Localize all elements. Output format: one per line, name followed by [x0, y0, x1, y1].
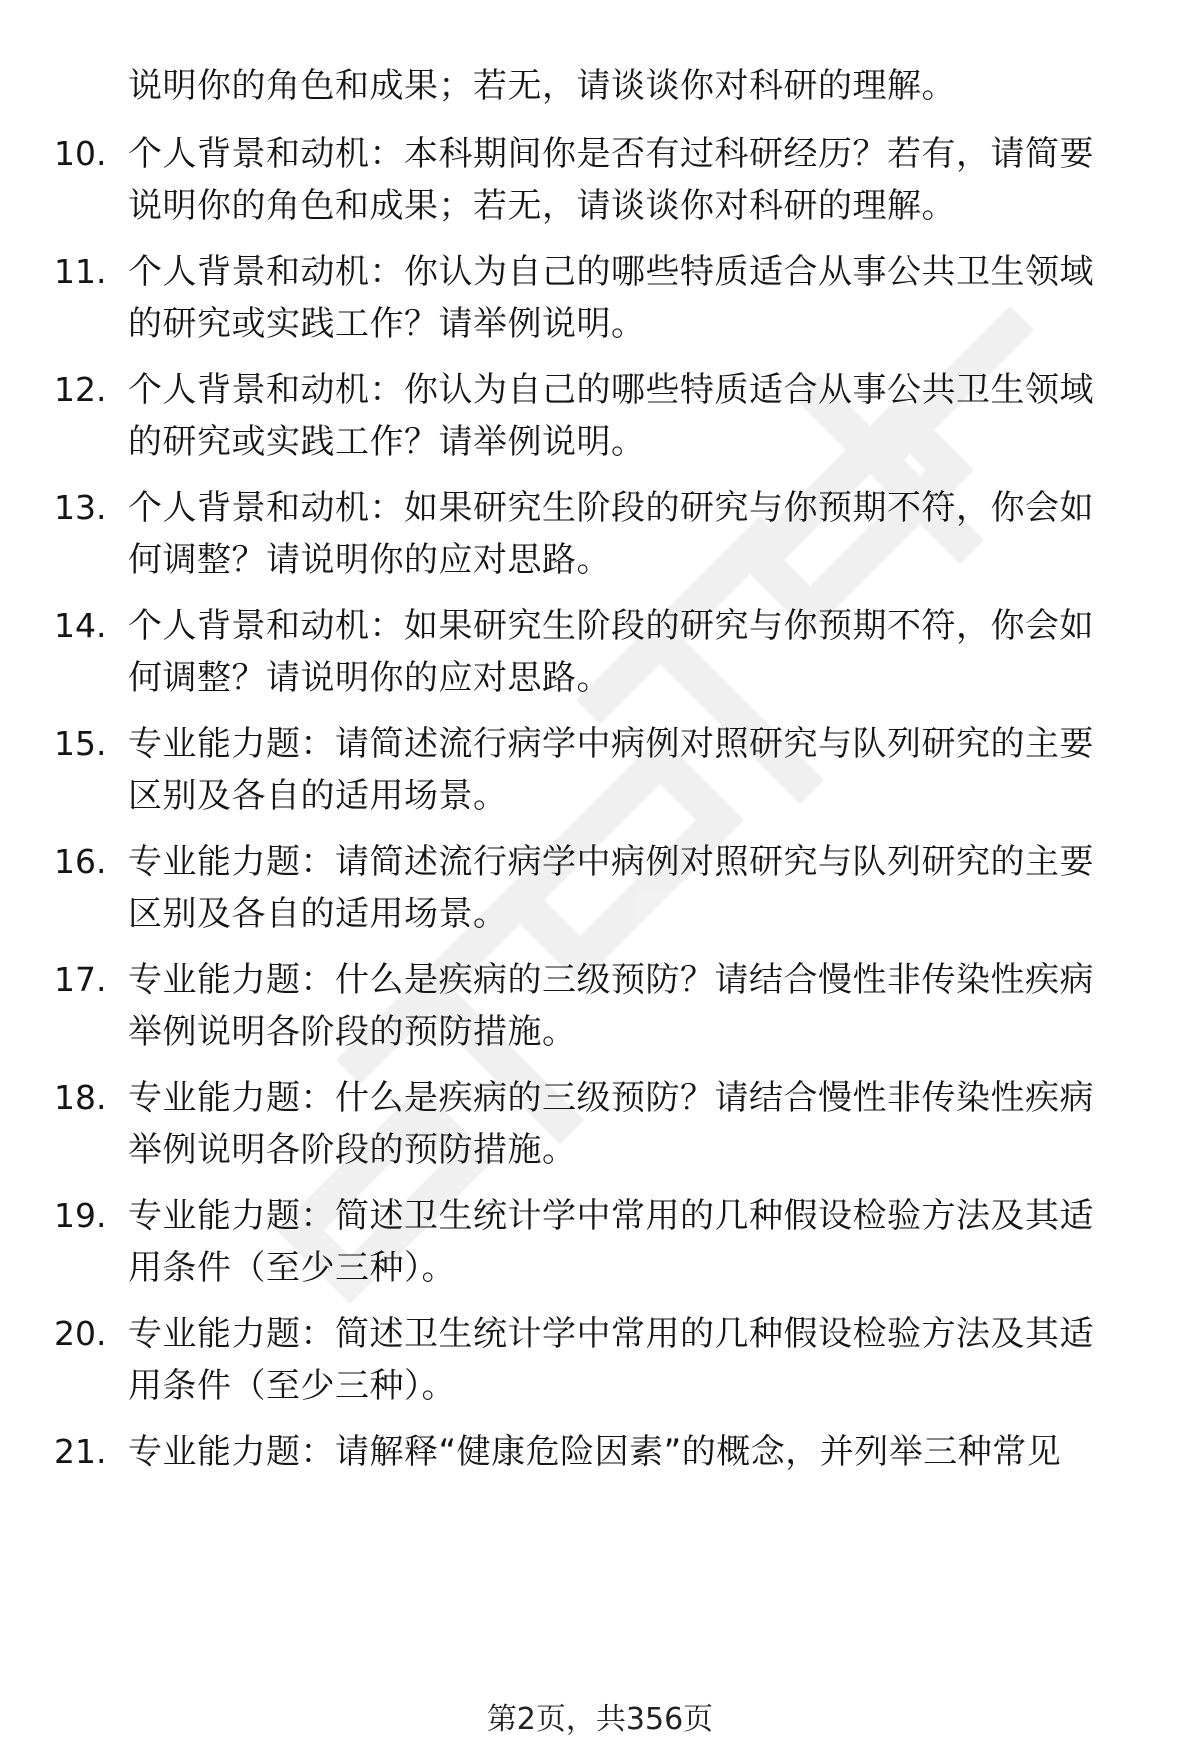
page-footer: 第2页，共356页: [486, 1702, 714, 1737]
item-text-line: 专业能力题：什么是疾病的三级预防？请结合慢性非传染性疾病: [128, 1078, 1094, 1118]
item-text-line: 说明你的角色和成果；若无，请谈谈你对科研的理解。: [128, 186, 956, 226]
item-number: 14.: [54, 606, 107, 645]
item-text-line: 举例说明各阶段的预防措施。: [128, 1012, 577, 1052]
item-number: 15.: [54, 724, 107, 763]
item-text-line: 个人背景和动机：你认为自己的哪些特质适合从事公共卫生领域: [128, 370, 1094, 410]
list-item: [0, 480, 1200, 592]
item-text-line: 专业能力题：请解释“健康危险因素”的概念，并列举三种常见: [128, 1432, 1062, 1472]
item-number: 20.: [54, 1314, 107, 1353]
list-item: [0, 716, 1200, 828]
item-number: 19.: [54, 1196, 107, 1235]
list-item: [0, 1070, 1200, 1182]
item-text-line: 个人背景和动机：本科期间你是否有过科研经历？若有，请简要: [128, 134, 1094, 174]
item-number: 16.: [54, 842, 107, 881]
item-number: 12.: [54, 370, 107, 409]
continued-text: 说明你的角色和成果；若无，请谈谈你对科研的理解。: [128, 66, 956, 106]
list-item: [0, 598, 1200, 710]
item-text-line: 个人背景和动机：如果研究生阶段的研究与你预期不符，你会如: [128, 606, 1094, 646]
item-text-line: 专业能力题：请简述流行病学中病例对照研究与队列研究的主要: [128, 724, 1094, 764]
item-number: 10.: [54, 134, 107, 173]
item-number: 18.: [54, 1078, 107, 1117]
item-text-line: 专业能力题：简述卫生统计学中常用的几种假设检验方法及其适: [128, 1314, 1094, 1354]
item-text-line: 专业能力题：简述卫生统计学中常用的几种假设检验方法及其适: [128, 1196, 1094, 1236]
list-item: [0, 1188, 1200, 1300]
item-text-line: 何调整？请说明你的应对思路。: [128, 658, 611, 698]
item-text-line: 专业能力题：什么是疾病的三级预防？请结合慢性非传染性疾病: [128, 960, 1094, 1000]
item-number: 13.: [54, 488, 107, 527]
item-text-line: 区别及各自的适用场景。: [128, 894, 508, 934]
item-number: 17.: [54, 960, 107, 999]
item-text-line: 区别及各自的适用场景。: [128, 776, 508, 816]
item-text-line: 的研究或实践工作？请举例说明。: [128, 304, 646, 344]
list-item: [0, 244, 1200, 356]
item-text-line: 个人背景和动机：你认为自己的哪些特质适合从事公共卫生领域: [128, 252, 1094, 292]
item-number: 21.: [54, 1432, 107, 1471]
list-item: [0, 362, 1200, 474]
item-text-line: 举例说明各阶段的预防措施。: [128, 1130, 577, 1170]
list-item: [0, 952, 1200, 1064]
item-number: 11.: [54, 252, 107, 291]
list-item: [0, 1424, 1200, 1536]
list-item: [0, 834, 1200, 946]
item-text-line: 用条件（至少三种）。: [128, 1248, 456, 1288]
item-text-line: 用条件（至少三种）。: [128, 1366, 456, 1406]
list-item: [0, 126, 1200, 238]
item-text-line: 何调整？请说明你的应对思路。: [128, 540, 611, 580]
list-item: [0, 1306, 1200, 1418]
item-text-line: 个人背景和动机：如果研究生阶段的研究与你预期不符，你会如: [128, 488, 1094, 528]
item-text-line: 的研究或实践工作？请举例说明。: [128, 422, 646, 462]
item-text-line: 专业能力题：请简述流行病学中病例对照研究与队列研究的主要: [128, 842, 1094, 882]
